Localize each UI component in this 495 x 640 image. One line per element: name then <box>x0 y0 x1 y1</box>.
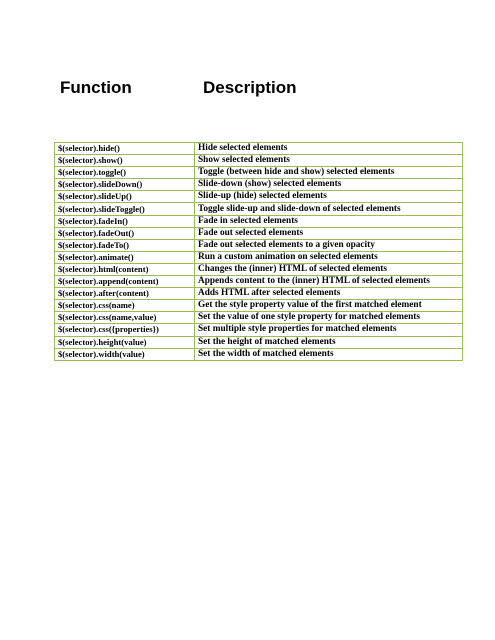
table-row <box>55 167 463 179</box>
description-heading: Description <box>203 78 297 97</box>
table-row <box>55 336 463 348</box>
function-cell: $(selector).fadeOut() <box>55 227 195 239</box>
description-cell: Toggle slide-up and slide-down of selected elements <box>195 203 463 215</box>
table-row <box>55 276 463 288</box>
table-row <box>55 143 463 155</box>
table-row <box>55 324 463 336</box>
function-cell: $(selector).fadeIn() <box>55 215 195 227</box>
function-cell: $(selector).after(content) <box>55 288 195 300</box>
description-cell: Hide selected elements <box>195 143 463 155</box>
description-cell: Show selected elements <box>195 155 463 167</box>
function-cell: $(selector).css(name) <box>55 300 195 312</box>
function-cell: $(selector).hide() <box>55 143 195 155</box>
function-cell: $(selector).html(content) <box>55 263 195 275</box>
table-row <box>55 348 463 360</box>
table-row <box>55 239 463 251</box>
table-row <box>55 300 463 312</box>
function-cell: $(selector).width(value) <box>55 348 195 360</box>
function-cell: $(selector).animate() <box>55 251 195 263</box>
description-cell: Appends content to the (inner) HTML of selected elements <box>195 276 463 288</box>
function-cell: $(selector).slideUp() <box>55 191 195 203</box>
description-cell: Set the height of matched elements <box>195 336 463 348</box>
table-row <box>55 203 463 215</box>
table-row <box>55 251 463 263</box>
function-cell: $(selector).css({properties}) <box>55 324 195 336</box>
description-cell: Set the value of one style property for matched elements <box>195 312 463 324</box>
functions-table <box>54 142 463 361</box>
description-cell: Slide-down (show) selected elements <box>195 179 463 191</box>
table-row <box>55 263 463 275</box>
function-cell: $(selector).slideToggle() <box>55 203 195 215</box>
description-cell: Set the width of matched elements <box>195 348 463 360</box>
description-cell: Get the style property value of the first matched element <box>195 300 463 312</box>
table-row <box>55 191 463 203</box>
column-headings <box>0 78 495 102</box>
function-heading: Function <box>60 78 132 97</box>
table-row <box>55 179 463 191</box>
function-cell: $(selector).toggle() <box>55 167 195 179</box>
description-cell: Adds HTML after selected elements <box>195 288 463 300</box>
description-cell: Fade out selected elements <box>195 227 463 239</box>
function-cell: $(selector).fadeTo() <box>55 239 195 251</box>
description-cell: Changes the (inner) HTML of selected elements <box>195 263 463 275</box>
function-cell: $(selector).show() <box>55 155 195 167</box>
description-cell: Fade in selected elements <box>195 215 463 227</box>
table-row <box>55 155 463 167</box>
function-cell: $(selector).height(value) <box>55 336 195 348</box>
table-row <box>55 288 463 300</box>
table-row <box>55 312 463 324</box>
table-row <box>55 227 463 239</box>
function-cell: $(selector).css(name,value) <box>55 312 195 324</box>
description-cell: Set multiple style properties for matched elements <box>195 324 463 336</box>
description-cell: Toggle (between hide and show) selected elements <box>195 167 463 179</box>
table-row <box>55 215 463 227</box>
description-cell: Run a custom animation on selected elements <box>195 251 463 263</box>
description-cell: Slide-up (hide) selected elements <box>195 191 463 203</box>
description-cell: Fade out selected elements to a given opacity <box>195 239 463 251</box>
function-cell: $(selector).slideDown() <box>55 179 195 191</box>
function-cell: $(selector).append(content) <box>55 276 195 288</box>
